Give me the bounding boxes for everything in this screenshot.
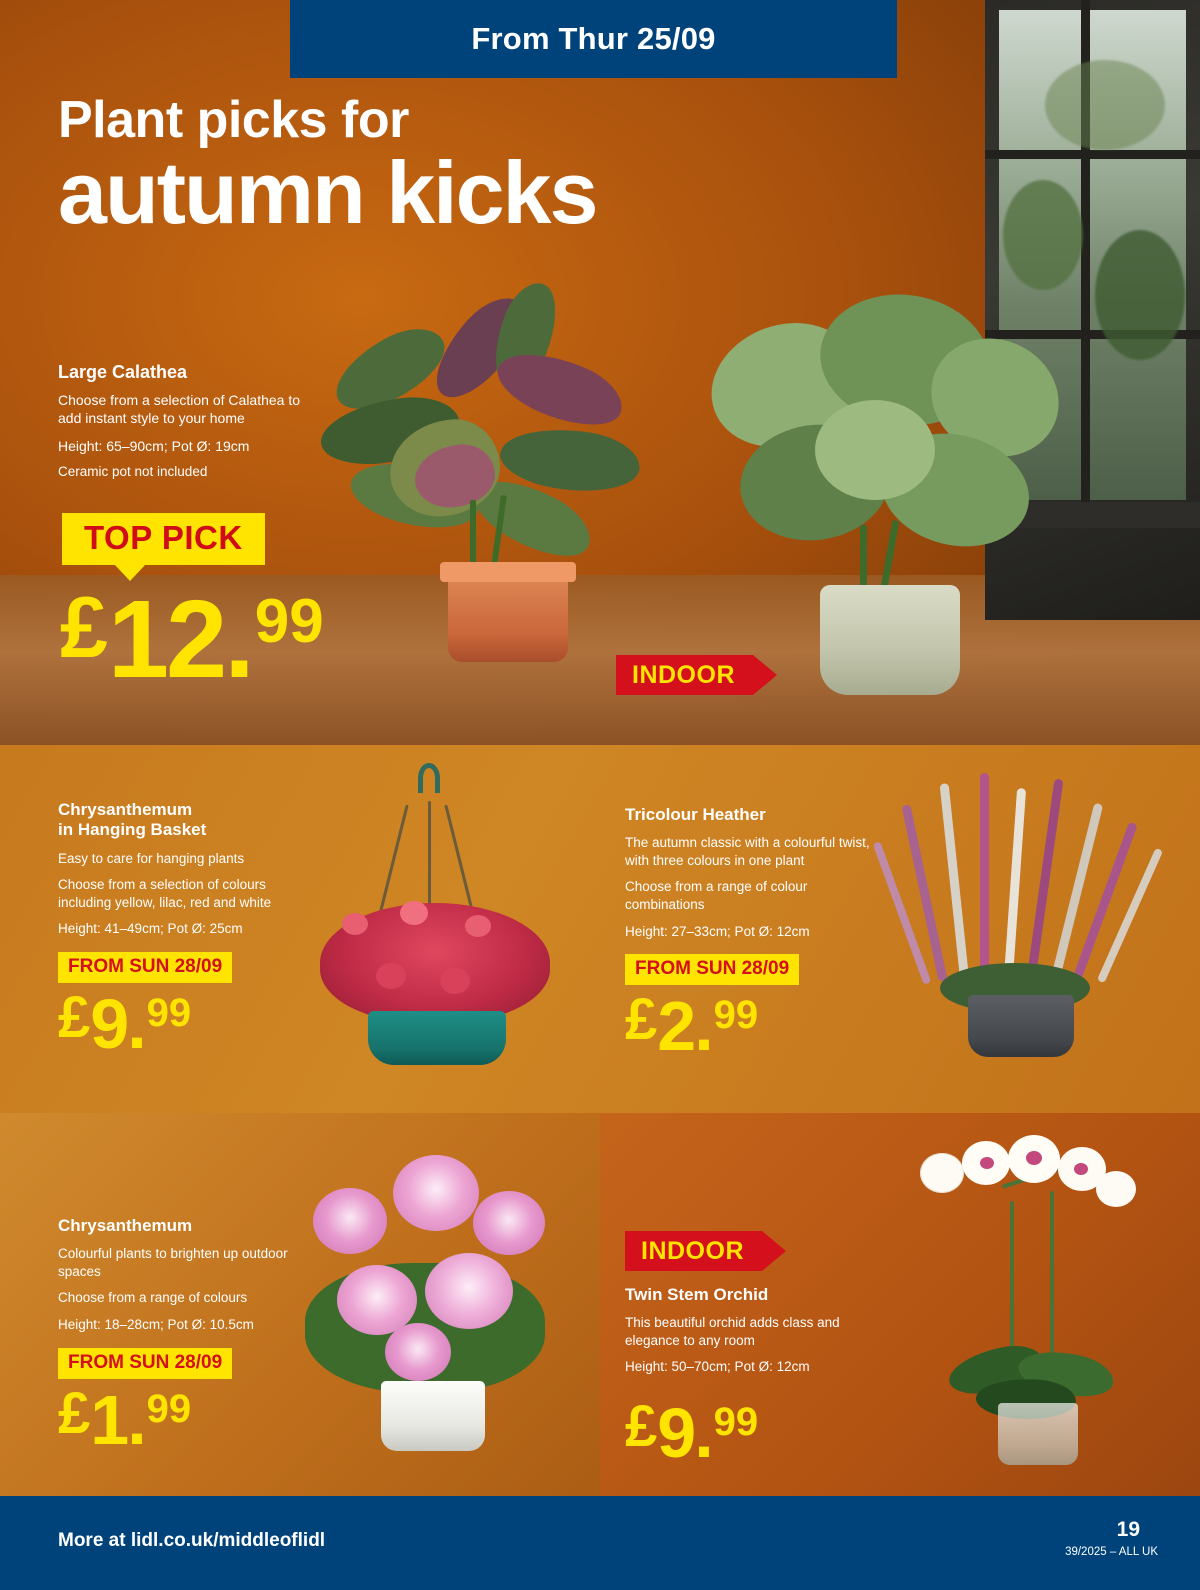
price-decimal: 99 [146,1386,192,1431]
hero-indoor-tag [616,655,753,695]
top-pick-badge-label: TOP PICK [62,513,265,565]
date-banner-text: From Thur 25/09 [471,21,716,56]
hero-product-note: Ceramic pot not included [58,463,208,479]
price-integer: 9 [90,984,128,1063]
price-decimal: 99 [713,1400,759,1445]
product-desc1: This beautiful orchid adds class and elegance to any room [625,1315,840,1348]
price-dot: . [127,984,147,1063]
product-info-heather [625,805,875,1066]
product-price [625,987,875,1066]
hero-indoor-tag-label: INDOOR [632,660,735,689]
hero-plant-calathea-right [700,285,1060,715]
product-image-heather [880,763,1180,1103]
product-image-chrysanthemum [275,1133,575,1473]
price-currency: £ [58,1380,91,1446]
price-dot: . [127,1380,147,1459]
product-info-hanging-basket [58,800,308,1063]
footer-link[interactable]: More at lidl.co.uk/middleoflidl [58,1530,326,1551]
hero-section [0,0,1200,745]
from-date-tag: FROM SUN 28/09 [58,952,232,983]
date-banner [290,0,897,78]
price-currency: £ [58,984,91,1050]
from-date-tag: FROM SUN 28/09 [58,1348,232,1379]
panel-orchid [600,1113,1200,1496]
product-spec: Height: 27–33cm; Pot Ø: 12cm [625,923,810,939]
page-footer [0,1496,1200,1590]
price-integer: 2 [657,987,695,1066]
product-name-line1: Twin Stem Orchid [625,1285,769,1304]
price-currency: £ [625,987,658,1053]
product-price [58,1380,308,1459]
product-image-orchid [890,1131,1170,1481]
page-title [58,91,597,243]
product-desc1: The autumn classic with a colourful twist, with three colours in one plant [625,835,870,868]
product-name-line1: Tricolour Heather [625,805,766,824]
product-spec: Height: 41–49cm; Pot Ø: 25cm [58,921,243,937]
products-row-2 [0,1113,1200,1496]
product-name-line1: Chrysanthemum [58,1216,193,1235]
page-title-line2: autumn kicks [58,143,597,243]
page-number: 19 [1116,1518,1140,1541]
hero-product-spec: Height: 65–90cm; Pot Ø: 19cm [58,437,250,454]
orchid-indoor-tag [625,1231,762,1271]
products-row-1 [0,745,1200,1113]
orchid-indoor-tag-label: INDOOR [641,1236,744,1265]
hero-plant-calathea-left [320,300,650,700]
hero-product-description: Choose from a selection of Calathea to add instant style to your home [58,392,301,427]
price-decimal: 99 [713,993,759,1038]
price-integer: 1 [90,1380,128,1459]
product-desc2: Choose from a selection of colours including yellow, lilac, red and white [58,877,272,910]
product-spec: Height: 18–28cm; Pot Ø: 10.5cm [58,1317,254,1333]
hero-price [60,578,324,701]
product-spec: Height: 50–70cm; Pot Ø: 12cm [625,1359,810,1375]
panel-chrysanthemum [0,1113,600,1496]
price-dot: . [694,987,714,1066]
product-desc1: Easy to care for hanging plants [58,850,245,866]
price-integer: 9 [657,1394,695,1473]
product-info-orchid [625,1285,875,1473]
footer-meta: 39/2025 – ALL UK [1065,1546,1158,1558]
hero-price-currency: £ [60,580,108,676]
product-name-line1: Chrysanthemum [58,800,193,819]
hero-product-name: Large Calathea [58,362,188,382]
product-info-chrysanthemum [58,1216,308,1459]
product-price [625,1394,875,1473]
product-image-hanging-basket [290,763,590,1103]
hero-price-decimal: 99 [254,587,324,656]
page-title-line1: Plant picks for [58,91,409,149]
price-decimal: 99 [146,990,192,1035]
hero-product-info [58,362,318,479]
top-pick-badge [62,513,265,565]
price-dot: . [694,1394,714,1473]
product-price [58,984,308,1063]
product-name-line2: in Hanging Basket [58,820,207,840]
hero-price-dot: . [224,578,255,701]
from-date-tag: FROM SUN 28/09 [625,954,799,985]
product-desc1: Colourful plants to brighten up outdoor spaces [58,1246,288,1279]
hero-price-integer: 12 [107,578,225,701]
product-desc2: Choose from a range of colour combinations [625,879,808,913]
price-currency: £ [625,1394,658,1460]
product-desc2: Choose from a range of colours [58,1290,248,1306]
